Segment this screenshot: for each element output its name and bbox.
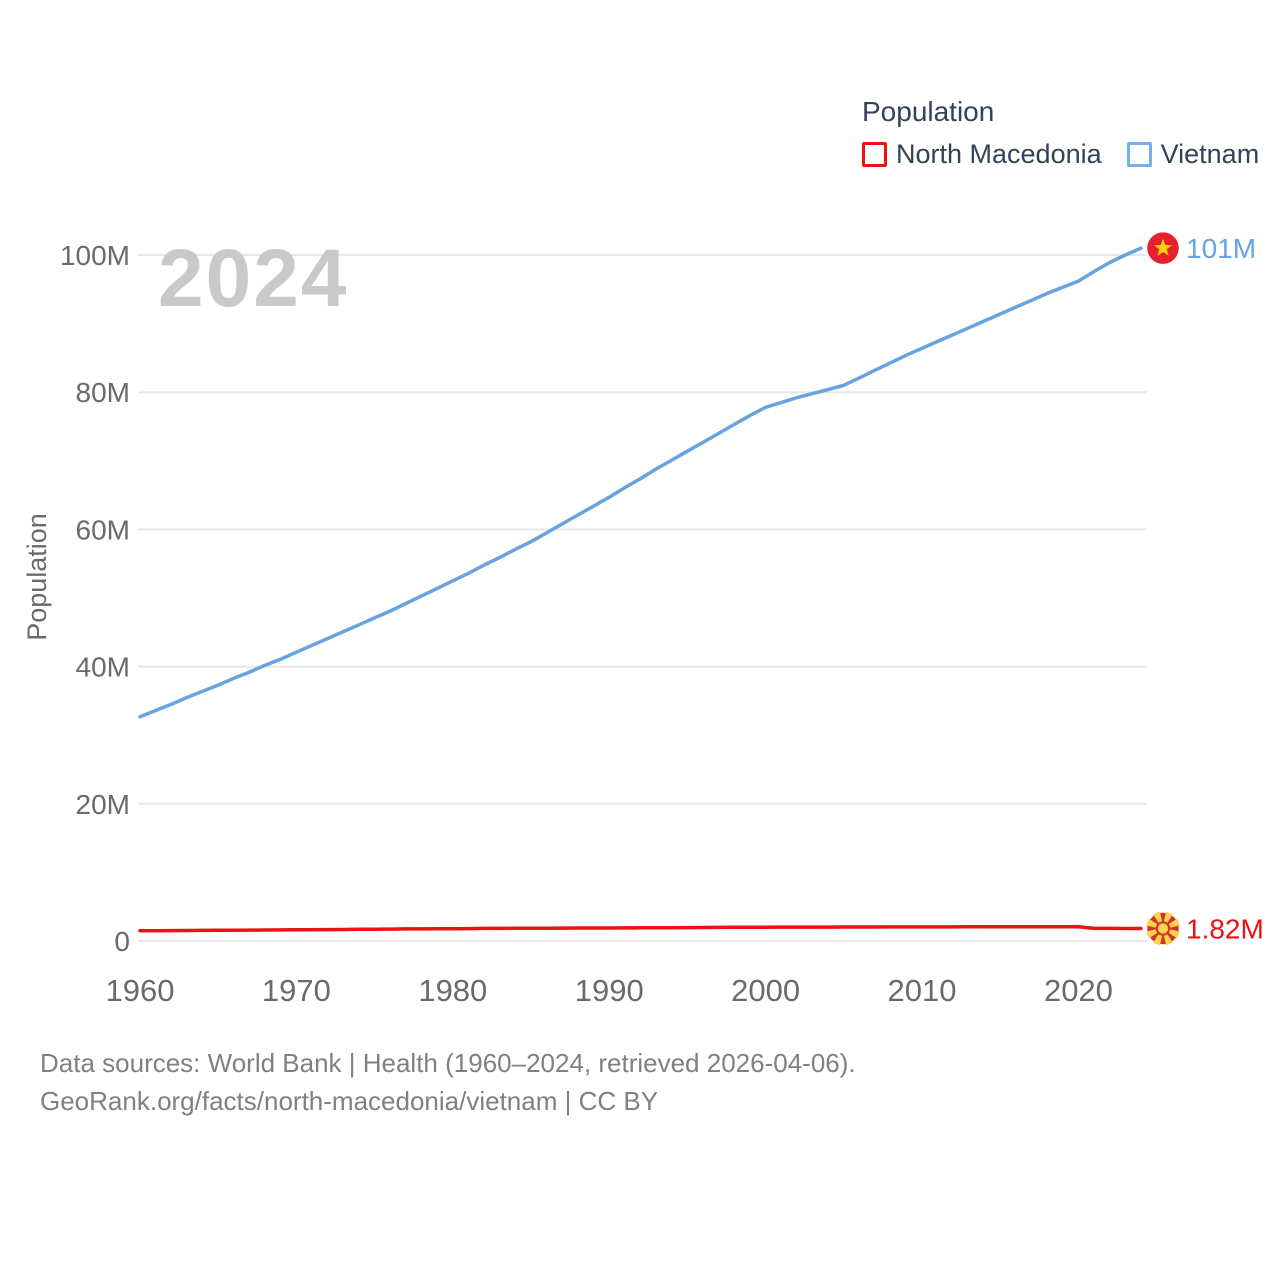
series-lines[interactable] [140,248,1141,931]
y-tick-label: 60M [75,514,130,546]
y-tick-label: 20M [75,788,130,820]
attribution-line: GeoRank.org/facts/north-macedonia/vietnam | CC BY [40,1086,659,1116]
y-axis-title: Population [22,513,52,641]
x-axis-tick-labels [106,973,1113,1008]
y-tick-label: 40M [75,651,130,683]
series-line-north-macedonia[interactable] [140,927,1141,931]
legend-label-north-macedonia: North Macedonia [896,139,1102,169]
gridlines [138,255,1147,941]
legend [862,96,1259,170]
vietnam-end-value-label: 101M [1186,233,1257,265]
north-macedonia-end-value-label: 1.82M [1186,913,1264,945]
x-tick-label: 2020 [1043,973,1113,1008]
footer [40,1044,856,1120]
y-tick-label: 100M [59,240,130,271]
legend-items [862,139,1259,170]
x-tick-label: 1990 [574,973,644,1008]
x-tick-label: 2010 [887,973,957,1008]
data-sources-line: Data sources: World Bank | Health (1960–2024, retrieved 2026-04-06). [40,1048,856,1078]
x-tick-label: 2000 [731,973,801,1008]
vietnam-swatch-icon [1127,142,1152,167]
north-macedonia-swatch-icon [862,142,887,167]
north-macedonia-flag-icon[interactable] [1146,912,1180,946]
x-tick-label: 1960 [105,973,175,1008]
legend-item-vietnam[interactable] [1127,139,1260,170]
legend-title: Population [862,96,995,127]
y-axis-tick-labels [60,240,130,957]
sun-disc [1158,923,1168,933]
x-tick-label: 1970 [261,973,331,1008]
watermark-year: 2024 [158,233,349,324]
legend-item-north-macedonia[interactable] [862,139,1102,170]
vietnam-flag-icon[interactable] [1146,231,1180,265]
x-tick-label: 1980 [418,973,488,1008]
legend-label-vietnam: Vietnam [1160,139,1260,169]
y-tick-label: 0 [114,926,130,957]
y-tick-label: 80M [75,377,130,409]
